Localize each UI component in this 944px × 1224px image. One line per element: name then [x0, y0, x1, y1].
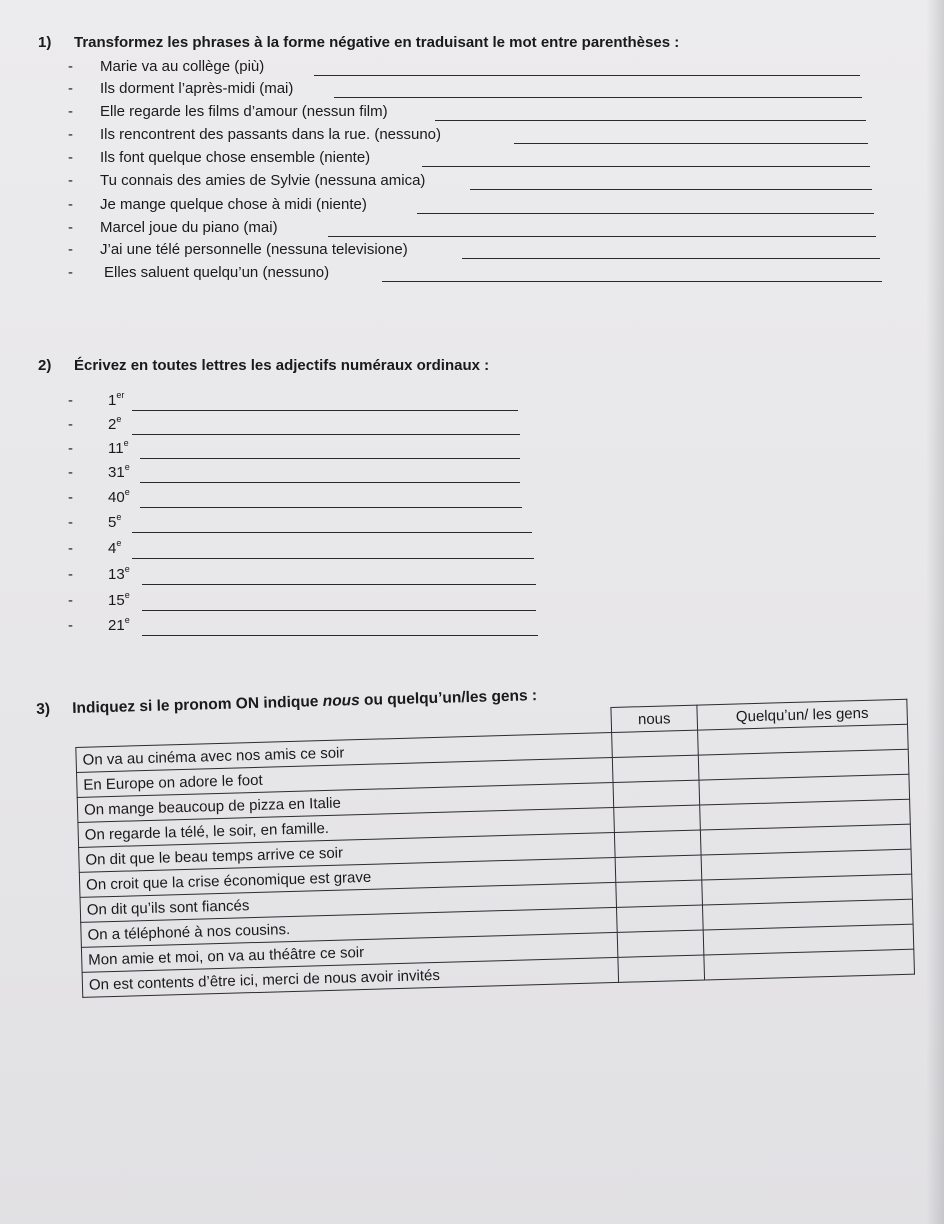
sentence-text: Ils dorment l’après-midi (mai) — [100, 80, 294, 97]
answer-blank-line[interactable] — [462, 258, 880, 259]
answer-cell-nous[interactable] — [614, 830, 701, 857]
exercise3-number: 3) — [36, 700, 51, 719]
exercise1-item — [68, 219, 278, 241]
ordinal-suffix: e — [124, 487, 130, 497]
ordinal-suffix: e — [123, 438, 129, 448]
answer-blank-line[interactable] — [328, 236, 876, 237]
answer-blank-line[interactable] — [334, 97, 862, 98]
page-edge-shadow — [926, 0, 944, 1224]
exercise1-item — [68, 103, 388, 125]
list-dash: - — [68, 514, 73, 531]
sentence-text: Elles saluent quelqu’un (nessuno) — [104, 264, 330, 281]
sentence-text: Je mange quelque chose à midi (niente) — [100, 196, 367, 213]
answer-blank-line[interactable] — [417, 213, 874, 214]
answer-cell-nous[interactable] — [618, 955, 705, 982]
list-dash: - — [68, 264, 73, 281]
sentence-cell: On mange beaucoup de pizza en Italie — [77, 782, 613, 822]
sentence-text: Marcel joue du piano (mai) — [100, 219, 278, 236]
list-dash: - — [68, 172, 73, 189]
sentence-text: Tu connais des amies de Sylvie (nessuna amica) — [100, 172, 426, 189]
ordinal-suffix: er — [116, 390, 125, 400]
ordinal-suffix: e — [116, 512, 122, 522]
answer-blank-line[interactable] — [140, 458, 520, 459]
column-header-nous: nous — [611, 705, 698, 732]
sentence-text: Ils rencontrent des passants dans la rue. (nessuno) — [100, 126, 442, 143]
answer-blank-line[interactable] — [140, 507, 522, 508]
pronoun-on-table — [75, 699, 915, 998]
sentence-cell: On dit qu’ils sont fiancés — [80, 882, 616, 922]
sentence-text: Marie va au collège (più) — [100, 58, 265, 75]
exercise2-title: Écrivez en toutes lettres les adjectifs numéraux ordinaux : — [74, 357, 490, 374]
ordinal-number: 40 — [108, 489, 125, 506]
sentence-text: J’ai une télé personnelle (nessuna televisione) — [100, 241, 408, 258]
answer-blank-line[interactable] — [140, 482, 520, 483]
list-dash: - — [68, 392, 73, 409]
sentence-cell: En Europe on adore le foot — [77, 757, 613, 797]
exercise2-item — [68, 512, 121, 536]
exercise3-title-italic: nous — [322, 692, 360, 711]
ordinal-suffix: e — [124, 590, 130, 600]
exercise1-item — [68, 196, 367, 218]
list-dash: - — [68, 196, 73, 213]
answer-blank-line[interactable] — [132, 434, 520, 435]
list-dash: - — [68, 80, 73, 97]
answer-cell-quelquun[interactable] — [704, 949, 915, 980]
answer-cell-nous[interactable] — [617, 905, 704, 932]
list-dash: - — [68, 464, 73, 481]
list-dash: - — [68, 566, 73, 583]
ordinal-number: 5 — [108, 514, 117, 531]
answer-blank-line[interactable] — [142, 635, 538, 636]
ordinal-number: 15 — [108, 592, 125, 609]
list-dash: - — [68, 540, 73, 557]
sentence-text: Ils font quelque chose ensemble (niente) — [100, 149, 371, 166]
list-dash: - — [68, 241, 73, 258]
ordinal-number: 13 — [108, 566, 125, 583]
exercise3-block — [36, 676, 925, 1049]
sentence-cell: On est contents d’être ici, merci de nous avoir invités — [82, 957, 618, 997]
list-dash: - — [68, 149, 73, 166]
exercise2-item — [68, 390, 124, 414]
answer-blank-line[interactable] — [514, 143, 868, 144]
exercise1-item — [68, 58, 264, 80]
sentence-text: Elle regarde les films d’amour (nessun film) — [100, 103, 388, 120]
ordinal-suffix: e — [124, 615, 130, 625]
sentence-cell: On croit que la crise économique est grave — [79, 857, 615, 897]
ordinal-number: 2 — [108, 416, 117, 433]
exercise3-title-part1: Indiquez si le pronom ON indique — [72, 693, 323, 718]
sentence-cell: On va au cinéma avec nos amis ce soir — [76, 733, 612, 773]
answer-blank-line[interactable] — [382, 281, 882, 282]
answer-blank-line[interactable] — [435, 120, 866, 121]
ordinal-number: 11 — [108, 440, 124, 457]
exercise1-heading — [38, 34, 679, 51]
answer-blank-line[interactable] — [132, 410, 518, 411]
answer-blank-line[interactable] — [422, 166, 870, 167]
sentence-cell: On a téléphoné à nos cousins. — [81, 907, 617, 947]
list-dash: - — [68, 617, 73, 634]
ordinal-suffix: e — [124, 462, 130, 472]
column-header-quelquun: Quelqu’un/ les gens — [697, 699, 908, 730]
ordinal-number: 4 — [108, 540, 117, 557]
list-dash: - — [68, 592, 73, 609]
answer-cell-nous[interactable] — [613, 780, 700, 807]
exercise2-item — [68, 538, 121, 562]
exercise2-item — [68, 615, 130, 639]
exercise1-item — [68, 126, 441, 148]
exercise2-number: 2) — [38, 357, 52, 374]
answer-blank-line[interactable] — [132, 558, 534, 559]
list-dash: - — [68, 440, 73, 457]
ordinal-number: 21 — [108, 617, 125, 634]
exercise2-item — [68, 487, 130, 511]
answer-cell-nous[interactable] — [612, 755, 699, 782]
exercise1-item — [68, 264, 329, 286]
exercise1-item — [68, 149, 370, 171]
exercise3-title-part2: ou quelqu’un/les gens : — [359, 687, 538, 710]
exercise1-number: 1) — [38, 34, 52, 51]
answer-blank-line[interactable] — [470, 189, 872, 190]
ordinal-number: 31 — [108, 464, 125, 481]
table-body — [76, 724, 915, 997]
exercise1-title: Transformez les phrases à la forme négative en traduisant le mot entre parenthèses : — [74, 34, 680, 51]
list-dash: - — [68, 219, 73, 236]
answer-cell-nous[interactable] — [612, 730, 699, 757]
list-dash: - — [68, 58, 73, 75]
ordinal-suffix: e — [116, 414, 122, 424]
answer-cell-nous[interactable] — [616, 880, 703, 907]
exercise1-item — [68, 172, 425, 194]
exercise1-item — [68, 241, 408, 263]
exercise2-item — [68, 414, 121, 438]
exercise2-item — [68, 590, 130, 614]
ordinal-number: 1 — [108, 392, 117, 409]
sentence-cell: On dit que le beau temps arrive ce soir — [79, 832, 615, 872]
list-dash: - — [68, 489, 73, 506]
answer-cell-nous[interactable] — [615, 855, 702, 882]
answer-cell-nous[interactable] — [617, 930, 704, 957]
answer-blank-line[interactable] — [132, 532, 532, 533]
exercise2-item — [68, 438, 129, 462]
answer-blank-line[interactable] — [142, 584, 536, 585]
ordinal-suffix: e — [116, 538, 122, 548]
exercise2-item — [68, 564, 130, 588]
ordinal-suffix: e — [124, 564, 130, 574]
exercise1-item — [68, 80, 293, 102]
exercise2-item — [68, 462, 130, 486]
answer-blank-line[interactable] — [142, 610, 536, 611]
list-dash: - — [68, 416, 73, 433]
sentence-cell: Mon amie et moi, on va au théâtre ce soir — [81, 932, 617, 972]
exercise2-heading — [38, 357, 489, 374]
sentence-cell: On regarde la télé, le soir, en famille. — [78, 807, 614, 847]
list-dash: - — [68, 126, 73, 143]
list-dash: - — [68, 103, 73, 120]
answer-blank-line[interactable] — [314, 75, 860, 76]
answer-cell-nous[interactable] — [614, 805, 701, 832]
